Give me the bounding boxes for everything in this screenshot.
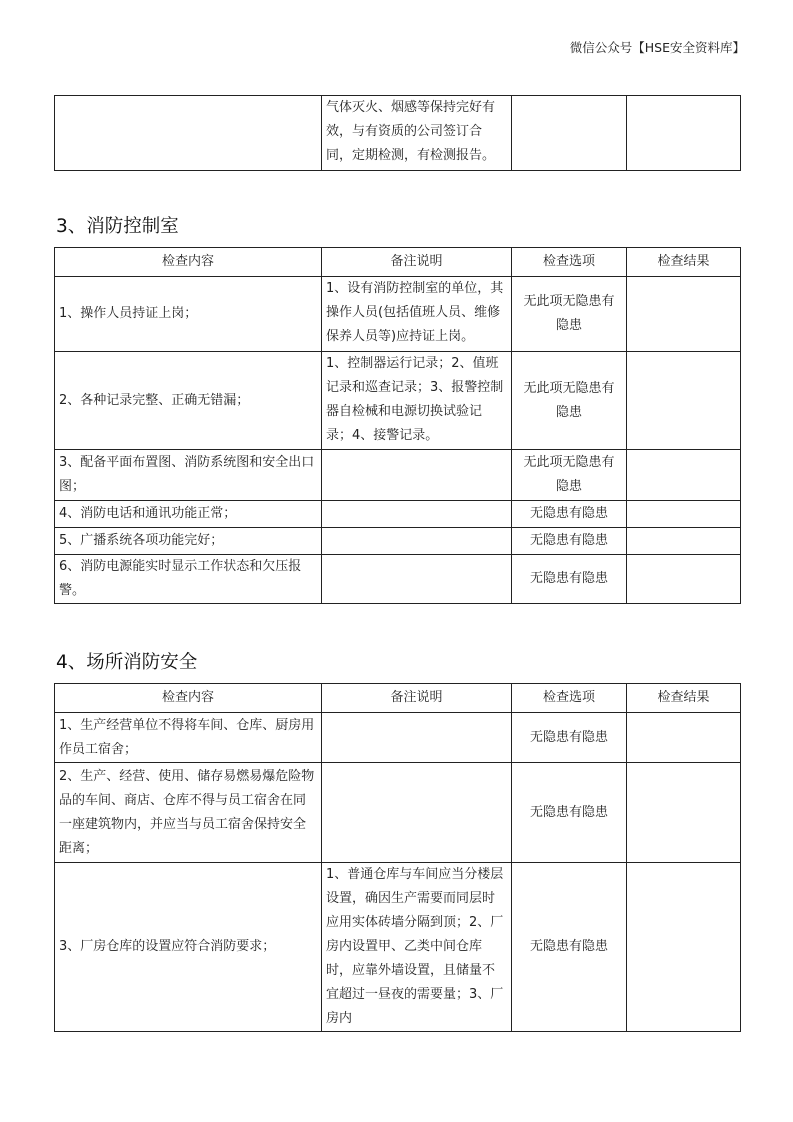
table-row: [55, 763, 741, 863]
content-cell: 1、操作人员持证上岗；: [55, 277, 322, 352]
option-cell[interactable]: 无隐患有隐患: [512, 863, 627, 1032]
table-header-row: [55, 248, 741, 277]
result-cell: [627, 96, 741, 171]
option-cell[interactable]: 无此项无隐患有隐患: [512, 277, 627, 352]
fire-control-room-table: [54, 247, 741, 604]
option-cell[interactable]: 无隐患有隐患: [512, 555, 627, 604]
option-cell[interactable]: 无隐患有隐患: [512, 501, 627, 528]
remark-cell: [322, 501, 512, 528]
remark-cell: [322, 528, 512, 555]
content-cell: 5、广播系统各项功能完好；: [55, 528, 322, 555]
column-header-content: 检查内容: [55, 248, 322, 277]
content-cell: 6、消防电源能实时显示工作状态和欠压报警。: [55, 555, 322, 604]
content-cell: 3、配备平面布置图、消防系统图和安全出口图；: [55, 450, 322, 501]
result-cell[interactable]: [627, 555, 741, 604]
result-cell[interactable]: [627, 528, 741, 555]
remark-cell: 1、设有消防控制室的单位，其操作人员(包括值班人员、维修保养人员等)应持证上岗。: [322, 277, 512, 352]
option-cell[interactable]: 无隐患有隐患: [512, 763, 627, 863]
result-cell[interactable]: [627, 713, 741, 763]
table-header-row: [55, 684, 741, 713]
table-row: [55, 277, 741, 352]
column-header-option: 检查选项: [512, 684, 627, 713]
table-row: [55, 352, 741, 450]
option-cell[interactable]: 无隐患有隐患: [512, 528, 627, 555]
remark-cell: 1、普通仓库与车间应当分楼层设置，确因生产需要而同层时应用实体砖墙分隔到顶；2、厂房内设置甲、乙类中间仓库时，应靠外墙设置，且储量不宜超过一昼夜的需要量；3、厂房内: [322, 863, 512, 1032]
source-header: 微信公众号【HSE安全资料库】: [569, 40, 745, 55]
remark-cell: [322, 713, 512, 763]
table-row: [55, 450, 741, 501]
table-row: [55, 96, 741, 171]
result-cell[interactable]: [627, 863, 741, 1032]
content-cell: [55, 96, 322, 171]
table-row: [55, 501, 741, 528]
section-title: 4、场所消防安全: [56, 652, 198, 673]
continued-table: [54, 95, 741, 171]
column-header-result: 检查结果: [627, 684, 741, 713]
result-cell[interactable]: [627, 352, 741, 450]
option-cell: [512, 96, 627, 171]
remark-cell: [322, 555, 512, 604]
remark-cell: [322, 450, 512, 501]
remark-cell: 气体灭火、烟感等保持完好有效，与有资质的公司签订合同，定期检测，有检测报告。: [322, 96, 512, 171]
content-cell: 3、厂房仓库的设置应符合消防要求；: [55, 863, 322, 1032]
option-cell[interactable]: 无此项无隐患有隐患: [512, 352, 627, 450]
column-header-content: 检查内容: [55, 684, 322, 713]
content-cell: 2、各种记录完整、正确无错漏；: [55, 352, 322, 450]
column-header-remark: 备注说明: [322, 248, 512, 277]
result-cell[interactable]: [627, 501, 741, 528]
result-cell[interactable]: [627, 763, 741, 863]
content-cell: 2、生产、经营、使用、储存易燃易爆危险物品的车间、商店、仓库不得与员工宿舍在同一座建筑物内，并应当与员工宿舍保持安全距离；: [55, 763, 322, 863]
table-row: [55, 528, 741, 555]
result-cell[interactable]: [627, 450, 741, 501]
option-cell[interactable]: 无此项无隐患有隐患: [512, 450, 627, 501]
remark-cell: [322, 763, 512, 863]
column-header-option: 检查选项: [512, 248, 627, 277]
result-cell[interactable]: [627, 277, 741, 352]
table-row: [55, 555, 741, 604]
table-row: [55, 713, 741, 763]
column-header-remark: 备注说明: [322, 684, 512, 713]
column-header-result: 检查结果: [627, 248, 741, 277]
option-cell[interactable]: 无隐患有隐患: [512, 713, 627, 763]
content-cell: 4、消防电话和通讯功能正常；: [55, 501, 322, 528]
site-fire-safety-table: [54, 683, 741, 1032]
section-title: 3、消防控制室: [56, 216, 179, 237]
table-row: [55, 863, 741, 1032]
content-cell: 1、生产经营单位不得将车间、仓库、厨房用作员工宿舍；: [55, 713, 322, 763]
remark-cell: 1、控制器运行记录；2、值班记录和巡查记录；3、报警控制器自检械和电源切换试验记录；4、接警记录。: [322, 352, 512, 450]
